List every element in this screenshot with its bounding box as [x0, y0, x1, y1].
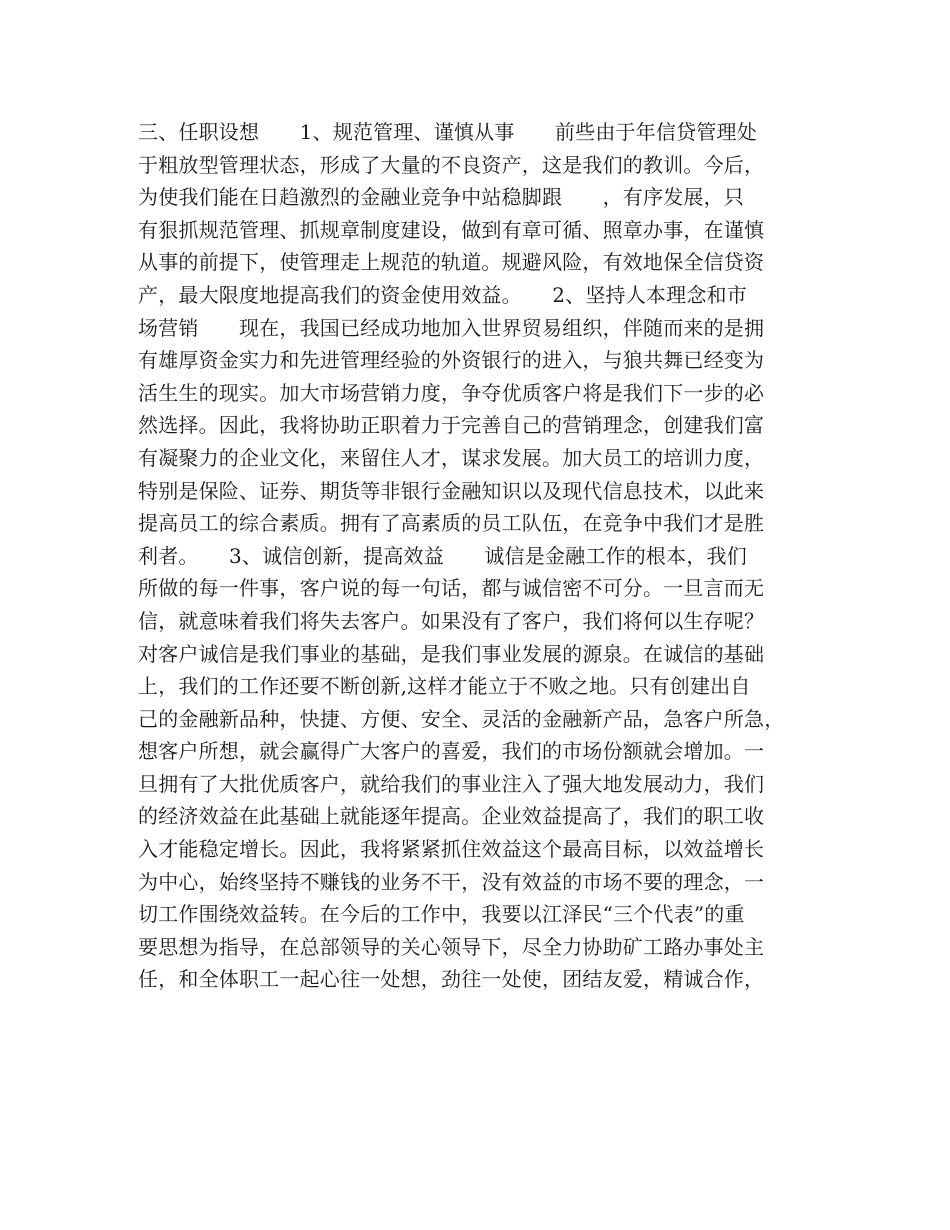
text-line: 提高员工的综合素质。拥有了高素质的员工队伍，在竞争中我们才是胜 [138, 511, 765, 536]
text-line: 三、任职设想 1、规范管理、谨慎从事 前些由于年信贷管理处 [138, 120, 757, 144]
text-line: 活生生的现实。加大市场营销力度，争夺优质客户将是我们下一步的必 [138, 380, 765, 405]
text-line: 对客户诚信是我们事业的基础，是我们事业发展的源泉。在诚信的基础 [138, 641, 765, 666]
text-line: 己的金融新品种，快捷、方便、安全、灵活的金融新产品，急客户所急， [138, 706, 785, 731]
text-line: 场营销 现在，我国已经成功地加入世界贸易组织，伴随而来的是拥 [138, 315, 765, 340]
text-line: 有雄厚资金实力和先进管理经验的外资银行的进入，与狼共舞已经变为 [138, 348, 765, 373]
text-line: 为使我们能在日趋激烈的金融业竞争中站稳脚跟 ，有序发展，只 [138, 185, 744, 210]
text-line: 要思想为指导，在总部领导的关心领导下，尽全力协助矿工路办事处主 [138, 934, 765, 959]
text-line: 入才能稳定增长。因此，我将紧紧抓住效益这个最高目标，以效益增长 [138, 837, 765, 862]
text-line: 有狠抓规范管理、抓规章制度建设，做到有章可循、照章办事，在谨慎 [138, 217, 765, 242]
text-line: 产，最大限度地提高我们的资金使用效益。 2、坚持人本理念和市 [138, 282, 747, 307]
text-line: 任，和全体职工一起心往一处想，劲往一处使，团结友爱，精诚合作， [138, 967, 765, 992]
text-line: 利者。 3、诚信创新，提高效益 诚信是金融工作的根本，我们 [138, 543, 747, 568]
text-line: 从事的前提下，使管理走上规范的轨道。规避风险，有效地保全信贷资 [138, 250, 765, 275]
text-line: 切工作围绕效益转。在今后的工作中，我要以江泽民“三个代表”的重 [138, 902, 745, 927]
text-line: 于粗放型管理状态，形成了大量的不良资产，这是我们的教训。今后， [138, 152, 765, 177]
text-line: 旦拥有了大批优质客户，就给我们的事业注入了强大地发展动力，我们 [138, 771, 765, 796]
text-line: 信，就意味着我们将失去客户。如果没有了客户，我们将何以生存呢？ [138, 608, 765, 633]
text-line: 的经济效益在此基础上就能逐年提高。企业效益提高了，我们的职工收 [138, 804, 765, 829]
text-line: 为中心，始终坚持不赚钱的业务不干，没有效益的市场不要的理念，一 [138, 869, 765, 894]
text-line: 所做的每一件事，客户说的每一句话，都与诚信密不可分。一旦言而无 [138, 576, 765, 601]
body-text [138, 116, 828, 996]
text-line: 特别是保险、证券、期货等非银行金融知识以及现代信息技术，以此来 [138, 478, 765, 503]
text-line: 上，我们的工作还要不断创新,这样才能立于不败之地。只有创建出自 [138, 674, 751, 699]
text-line: 有凝聚力的企业文化，来留住人才，谋求发展。加大员工的培训力度， [138, 445, 765, 470]
text-line: 然选择。因此，我将协助正职着力于完善自己的营销理念，创建我们富 [138, 413, 765, 438]
text-line: 想客户所想，就会赢得广大客户的喜爱，我们的市场份额就会增加。一 [138, 739, 765, 764]
